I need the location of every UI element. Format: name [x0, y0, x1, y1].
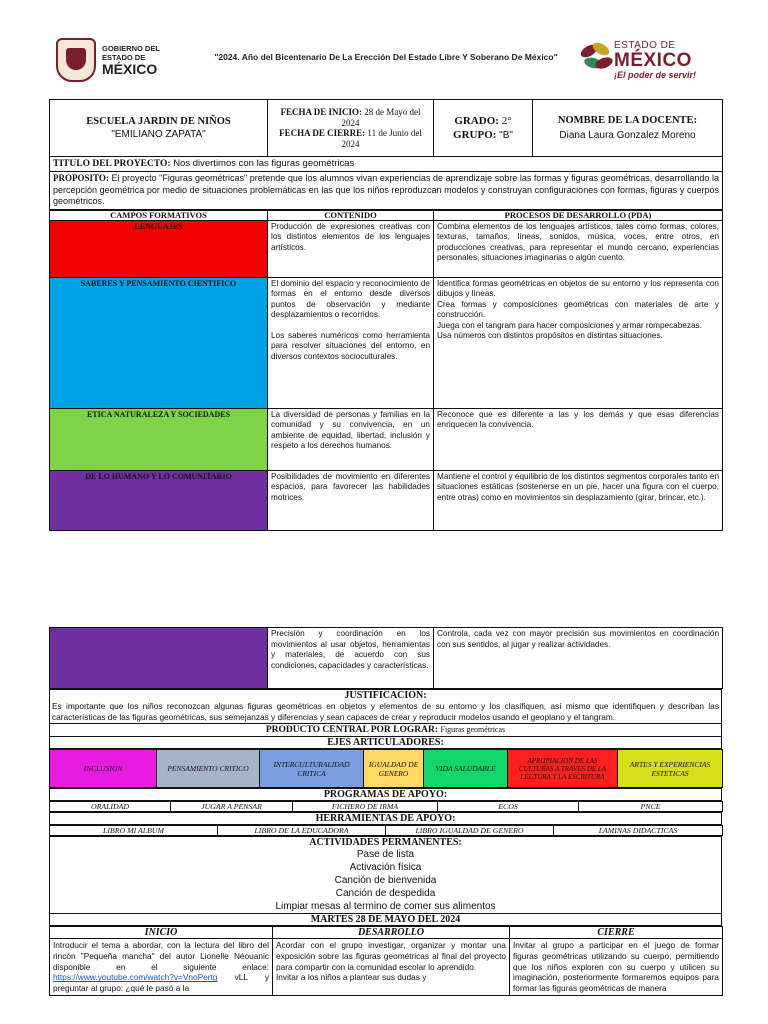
end-date-value: 11 de Junio del 2024 [341, 128, 422, 149]
field-row-saberes [50, 277, 723, 408]
purpose-row [50, 172, 723, 210]
flower-emblem-icon [578, 40, 614, 76]
field-saberes: SABERES Y PENSAMIENTO CIENTIFICO [50, 277, 268, 408]
inicio-text-continued: vLL y preguntar al grupo: ¿qué le pasó a la [53, 972, 269, 994]
school-name-cell [50, 100, 268, 157]
inicio-text: Introducir el tema a abordar, con la lectura del libro del rincón "Pequeña mancha" del autor Lionelle Néouanic disponible en el siguiente enlace: [53, 940, 269, 972]
pda-humano: Mantiene el control y equilibrio de los distintos segmentos corporales tanto en situaciones estáticas (sostenerse en un pie, hacer una figura con el cuerpo, entre otras) como en movimientos sin desplazamiento (girar, brincar, etc.). [434, 470, 723, 530]
product-value: Figuras geométricas [440, 725, 506, 734]
coat-of-arms-icon [56, 38, 96, 82]
support-tools-row [50, 826, 723, 836]
axis-igualdad-genero: IGUALDAD DE GENERO [364, 750, 424, 788]
pda-saberes-4: Usa números con distintos propósitos en distintas situaciones. [437, 331, 663, 341]
pda-saberes [434, 277, 723, 408]
desarrollo-text: Acordar con el grupo investigar, organizar y montar una exposición sobre las figuras geométricas al final del proyecto para compartir con la comunidad escolar lo aprendido. [276, 940, 506, 972]
purpose-label: PROPOSITO: [53, 173, 109, 183]
axis-artes: ARTES Y EXPERIENCIAS ESTETICAS [618, 750, 723, 788]
phase-cierre: CIERRE [510, 927, 723, 939]
product-label: PRODUCTO CENTRAL POR LOGRAR: [265, 725, 438, 735]
start-date-label: FECHA DE INICIO: [280, 107, 362, 117]
project-title-row [50, 157, 723, 172]
info-row [50, 100, 723, 157]
header-content: CONTENIDO [268, 210, 434, 220]
program-jugar-a-pensar: JUGAR A PENSAR [171, 802, 293, 812]
start-date-value: 28 de Mayo del 2024 [341, 107, 421, 128]
government-logo-text: GOBIERNO DEL ESTADO DE MÉXICO [102, 44, 160, 77]
phase-content-row [50, 939, 723, 996]
pda-saberes-2: Crea formas y composiciones geométricas con materiales de arte y construcción. [437, 299, 719, 320]
axis-interculturalidad: INTERCULTURALIDAD CRITICA [260, 750, 364, 788]
cierre-cell [510, 939, 723, 996]
dates-cell [268, 100, 434, 157]
field-lenguajes: LENGUAJES [50, 220, 268, 277]
tool-mi-album: LIBRO MI ALBUM [50, 826, 218, 836]
justification-row [50, 690, 722, 724]
field-row-lenguajes [50, 220, 723, 277]
group-label: GRUPO: [453, 128, 497, 141]
government-logo [56, 38, 176, 82]
content-saberes-1: El dominio del espacio y reconocimiento de formas en el entorno desde diversos puntos de observación y mediante desplazamientos o recorridos. [271, 278, 430, 320]
permanent-activity: Canción de despedida [335, 888, 436, 899]
field-etica: ETICA NATURALEZA Y SOCIEDADES [50, 408, 268, 470]
header-pda: PROCESOS DE DESARROLLO (PDA) [434, 210, 723, 220]
permanent-activity: Canción de bienvenida [334, 875, 437, 886]
grade-value: 2° [501, 114, 512, 127]
purpose-text: El proyecto "Figuras geométricas" pretende que los alumnos vivan experiencias de aprendizaje sobre las formas y figuras geométricas, desarrollando la percepción geométrica por medio de situaciones problemáticas en las que los niños reproduzcan modelos y construyan configuraciones con formas, figuras y cuerpos geométricos. [53, 173, 719, 206]
fields-header-row [50, 210, 723, 220]
header-formative-fields: CAMPOS FORMATIVOS [50, 210, 268, 220]
cierre-text: Invitar al grupo a participar en el juego de formar figuras geométricas utilizando su cuerpo, permitiendo que los niños exploren con su cuerpo y utilicen su imaginación, posteriormente formaremos equipos para formar las figuras geométricas de manera [513, 940, 719, 994]
tool-laminas: LAMINAS DIDACTICAS [554, 826, 723, 836]
video-link[interactable]: https://www.youtube.com/watch?v=VnoPertg [53, 972, 218, 983]
content-lenguajes: Producción de expresiones creativas con los distintos elementos de los lenguajes artísticos. [268, 220, 434, 277]
permanent-title: ACTIVIDADES PERMANENTES: [309, 837, 462, 848]
axes-title-row [50, 737, 722, 749]
support-tools-title: HERRAMIENTAS DE APOYO: [50, 813, 722, 825]
phase-inicio: INICIO [50, 927, 273, 939]
axis-vida-saludable: VIDA SALUDABLE [424, 750, 508, 788]
permanent-activity: Limpiar mesas al termino de comer sus alimentos [275, 901, 496, 912]
content-etica: La diversidad de personas y familias en la comunidad y su convivencia, en un ambiente de equidad, libertad, inclusión y respeto a los derechos humanos. [268, 408, 434, 470]
group-value: "B" [499, 129, 513, 141]
pda-saberes-1: Identifica formas geométricas en objetos de su entorno y los representa con dibujos y líneas. [437, 278, 719, 299]
phase-header-row [50, 927, 723, 939]
field-humano-continued [50, 628, 268, 689]
support-programs-row [50, 802, 723, 812]
axis-lectura-escritura: APROPIACION DE LAS CULTURAS A TRAVES DE LA LECTURA Y LA ESCRITURA [508, 750, 618, 788]
page-header [0, 36, 768, 86]
axis-inclusion: INCLUSION [50, 750, 157, 788]
state-logo-text: ESTADO DE MÉXICO ¡El poder de servir! [614, 40, 697, 80]
justification-text: Es importante que los niños reconozcan algunas figuras geométricas en objetos y elementos de su entorno y los clasifiquen, así mismo que identifiquen y describan las características de las figuras geométricas, sus semejanzas y diferencias y sean capaces de crear y reproducir modelos usando el geoplano y el tangram. [52, 701, 719, 722]
product-row [50, 724, 722, 737]
desarrollo-cell [273, 939, 510, 996]
phase-desarrollo: DESARROLLO [273, 927, 510, 939]
content-saberes-2: Los saberes numéricos como herramienta para resolver situaciones del entorno, en diversos contextos socioculturales. [271, 330, 430, 362]
permanent-activities-cell [50, 837, 722, 914]
content-saberes [268, 277, 434, 408]
pda-lenguajes: Combina elementos de los lenguajes artísticos, tales como formas, colores, texturas, tamaños, líneas, sonidos, música, voces, entre otros, en producciones creativas, para representar el mundo cercano, experiencias personales, situaciones imaginarias o algún cuento. [434, 220, 723, 277]
field-row-humano-continued [50, 628, 723, 689]
content-humano-continued: Precisión y coordinación en los movimientos al usar objetos, herramientas y materiales, de acuerdo con sus condiciones, capacidades y características. [268, 628, 434, 689]
desarrollo-text-continued: Invitar a los niños a plantear sus dudas y [276, 972, 427, 983]
planning-table [49, 99, 722, 531]
project-title-label: TITULO DEL PROYECTO: [53, 159, 171, 169]
content-humano: Posibilidades de movimiento en diferentes espacios, para favorecer las habilidades motrices. [268, 470, 434, 530]
pda-saberes-3: Juega con el tangram para hacer composiciones y armar rompecabezas. [437, 320, 702, 330]
support-programs-title: PROGRAMAS DE APOYO: [50, 789, 722, 801]
axes-row [50, 750, 723, 788]
teacher-cell [533, 100, 723, 157]
axes-title: EJES ARTICULADORES: [50, 737, 722, 749]
field-row-etica [50, 408, 723, 470]
teacher-label: NOMBRE DE LA DOCENTE: [557, 115, 698, 126]
permanent-activities-row [50, 837, 722, 914]
end-date-label: FECHA DE CIERRE: [279, 128, 366, 138]
justification-title: JUSTIFICACION: [344, 690, 427, 701]
year-motto: "2024. Año del Bicentenario De La Erección Del Estado Libre Y Soberano De México" [214, 52, 558, 62]
field-row-humano [50, 470, 723, 530]
pda-humano-continued: Controla, cada vez con mayor precisión sus movimientos en coordinación con sus sentidos, al jugar y realizar actividades. [434, 628, 723, 689]
school-subname: "EMILIANO ZAPATA" [111, 129, 206, 140]
project-title-value: Nos divertimos con las figuras geométricas [173, 158, 355, 169]
school-name: ESCUELA JARDIN DE NIÑOS [86, 116, 231, 127]
pda-etica: Reconoce que es diferente a las y los demás y que esas diferencias enriquecen la convivencia. [434, 408, 723, 470]
grade-label: GRADO: [454, 114, 499, 127]
inicio-cell [50, 939, 273, 996]
field-humano: DE LO HUMANO Y LO COMUNITARIO [50, 470, 268, 530]
program-fichero-irma: FICHERO DE IRMA [293, 802, 438, 812]
justification-cell [50, 690, 722, 724]
permanent-activity: Activación física [349, 862, 422, 873]
tool-igualdad-genero: LIBRO IGUALDAD DE GENERO [386, 826, 554, 836]
program-ecos: ECOS [438, 802, 579, 812]
program-oralidad: ORALIDAD [50, 802, 171, 812]
tool-libro-educadora: LIBRO DE LA EDUCADORA [218, 826, 386, 836]
state-logo [578, 38, 718, 82]
permanent-activity: Pase de lista [356, 849, 415, 860]
teacher-name: Diana Laura Gonzalez Moreno [559, 130, 696, 141]
program-pnce: PNCE [579, 802, 723, 812]
grade-cell [434, 100, 533, 157]
axis-pensamiento-critico: PENSAMIENTO CRITICO [157, 750, 260, 788]
day-title: MARTES 28 DE MAYO DEL 2024 [50, 914, 722, 926]
planning-table-continued [49, 627, 722, 996]
